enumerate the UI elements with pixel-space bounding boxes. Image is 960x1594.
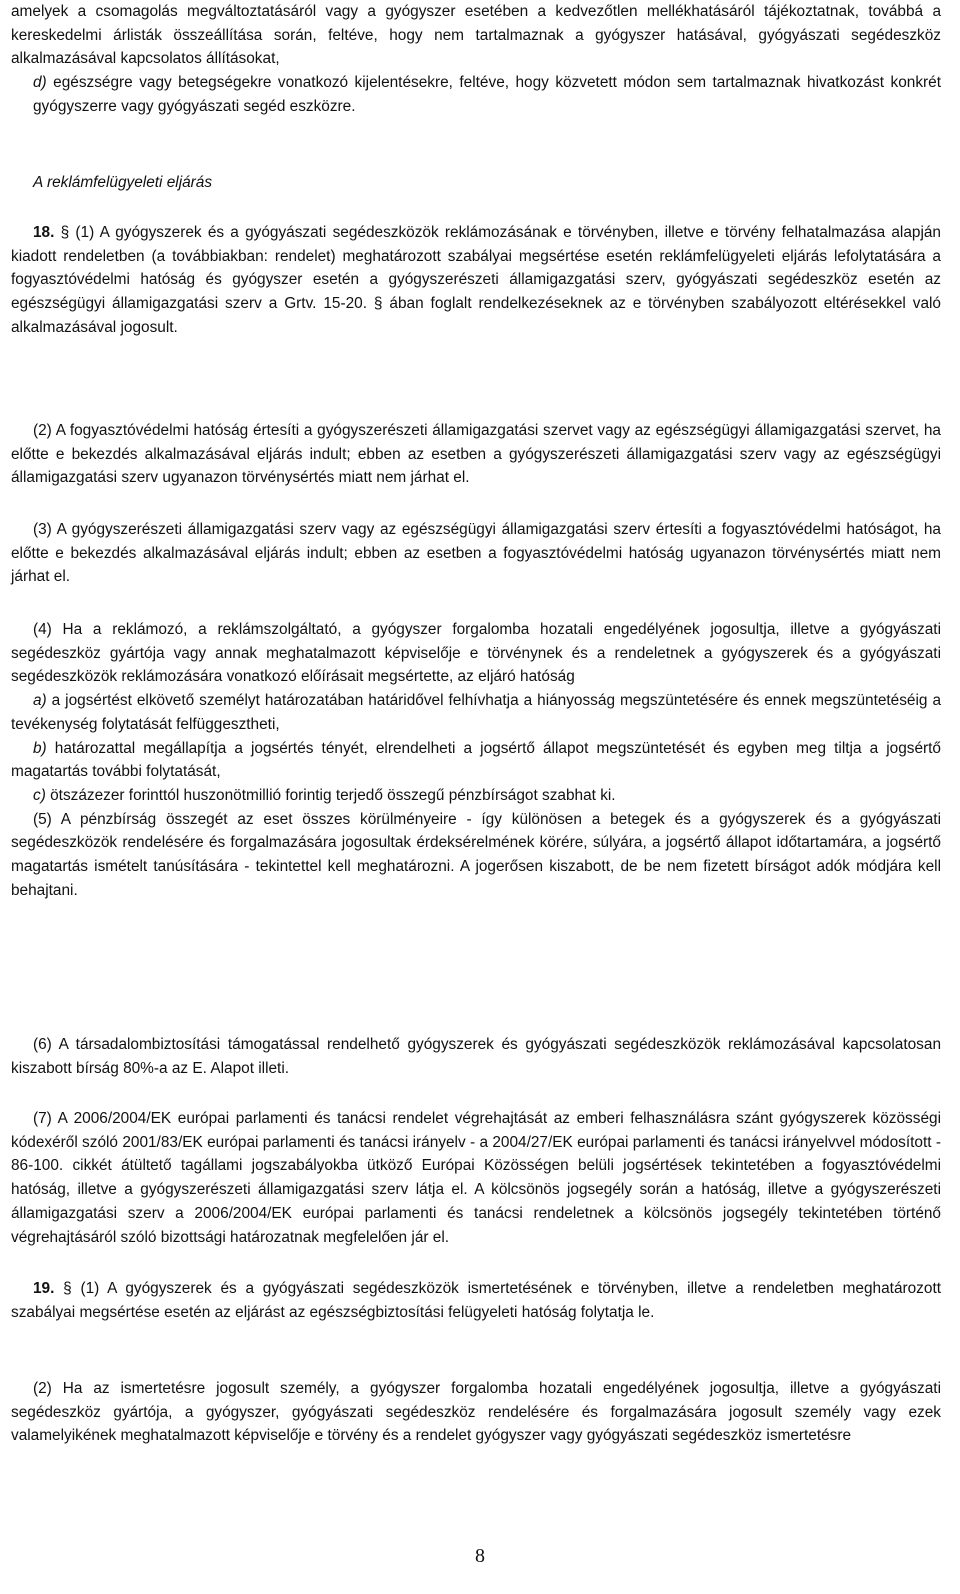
item-b-label: b): [33, 739, 47, 757]
section-18-p6: [11, 1033, 941, 1080]
paragraph-sign: §: [373, 295, 383, 313]
intro-block: [11, 0, 941, 119]
s18-item-b: b) határozattal megállapítja a jogsértés tényét, elrendelheti a jogsértő állapot megszüntetését és egyben meg tiltja a jogsértő magatartás további folytatását,: [11, 739, 941, 781]
s18-paragraph-6: (6) A társadalombiztosítási támogatással rendelhető gyógyszerek és gyógyászati segédeszközök reklámozásával kapcsolatosan kiszabott bírság 80%-a az E. Alapot illeti.: [11, 1036, 941, 1077]
section-18-p3: [11, 518, 941, 589]
paragraph-sign: §: [60, 224, 70, 241]
s18-paragraph-7: (7) A 2006/2004/EK európai parlamenti és tanácsi rendelet végrehajtását az emberi felhasználásra szánt gyógyszerek közösségi kódexéről szóló 2001/83/EK európai parlamenti és tanácsi irányelv - a 2004/27/EK európai parlamenti és tanácsi irányelvvel módosított - 86-100. cikkét átültető tagállami jogszabályokba ütköző Európai Közösségen belüli jogsértések tekintetében a fogyasztóvédelmi hatóság, illetve a gyógyszerészeti államigazgatási szerv látja el. A kölcsönös jogsegély során a hatóság, illetve a gyógyszerészeti államigazgatási szerv a 2006/2004/EK európai parlamenti és tanácsi rendeletnek a kölcsönös jogsegély tekintetében történő végrehajtásáról szóló bizottsági határozatnak megfelelően jár el.: [11, 1110, 941, 1246]
item-d-label: d): [33, 74, 47, 92]
s18-number: 18.: [33, 224, 55, 241]
s18-paragraph-4: (4) Ha a reklámozó, a reklámszolgáltató, a gyógyszer forgalomba hozatali engedélyének jogosultja, illetve a gyógyászati segédeszköz gyártója vagy annak meghatalmazott képviselője e törvénynek és a rendeletnek a gyógyszerek és a gyógyászati segédeszközök reklámozására vonatkozó előírásait megsértette, az eljáró hatóság: [11, 621, 941, 686]
s18-paragraph-2: (2) A fogyasztóvédelmi hatóság értesíti a gyógyszerészeti államigazgatási szervet vagy az egészségügyi államigazgatási szervet, ha előtte e bekezdés alkalmazásával eljárás indult; ebben az esetben a gyógyszerészeti államigazgatási szerv vagy az egészségügyi államigazgatási szerv ugyanazon törvénysértés miatt nem járhat el.: [11, 422, 941, 487]
s18-paragraph-5: (5) A pénzbírság összegét az eset összes körülményeire - így különösen a betegek és a gyógyszerek és a gyógyászati segédeszközök rendelésére és forgalmazására jogosultak érdeksérelmének körére, súlyára, a jogsértő állapot időtartamára, a jogsértő magatartás ismételt tanúsítására - tekintettel kell meghatározni. A jogerősen kiszabott, de be nem fizetett bírságot adók módjára kell behajtani.: [11, 810, 941, 899]
s19-paragraph-1: 19. § (1) A gyógyszerek és a gyógyászati segédeszközök ismertetésének e törvényben, illetve a rendeletben meghatározott szabályai megsértése esetén az eljárást az egészségbiztosítási felügyeleti hatóság folytatja le.: [11, 1280, 941, 1321]
item-c-label: c): [33, 786, 46, 804]
intro-paragraph: amelyek a csomagolás megváltoztatásáról vagy a gyógyszer esetében a kedvezőtlen mellékhatásáról tájékoztatnak, továbbá a kereskedelmi árlisták összeállítása során, feltéve, hogy nem tartalmaznak a gyógyszer hatásával, gyógyászati segédeszköz alkalmazásával kapcsolatos állításokat,: [11, 3, 941, 68]
section-heading: A reklámfelügyeleti eljárás: [33, 174, 213, 191]
section-heading-block: [11, 171, 941, 195]
page-number: 8: [475, 1545, 485, 1567]
section-18-p1: [11, 221, 941, 340]
s18-item-a: a) a jogsértést elkövető személyt határozatában határidővel felhívhatja a hiányosság megszüntetésére és ennek megszüntetéséig a tevékenység folytatását felfüggesztheti,: [11, 692, 941, 733]
item-a-label: a): [33, 692, 47, 710]
s18-paragraph-1: 18. § (1) A gyógyszerek és a gyógyászati segédeszközök reklámozásának e törvényben, illetve e törvény felhatalmazása alapján kiadott rendeletben (a továbbiakban: rendelet) meghatározott szabályai megsértése esetén reklámfelügyeleti eljárás lefolytatására a fogyasztóvédelmi hatóság és gyógyszer esetén a gyógyszerészeti államigazgatási szerv, gyógyászati segédeszköz esetén az egészségügyi államigazgatási szerv a Grtv. 15-20. § ában foglalt rendelkezéseknek az e törvényben szabályozott eltérésekkel való alkalmazásával jogosult.: [11, 224, 941, 336]
paragraph-sign: §: [63, 1280, 72, 1297]
s19-number: 19.: [33, 1280, 55, 1297]
s18-item-c: c) ötszázezer forinttól huszonötmillió forintig terjedő összegű pénzbírságot szabhat ki.: [33, 786, 616, 804]
s18-paragraph-3: (3) A gyógyszerészeti államigazgatási szerv vagy az egészségügyi államigazgatási szerv értesíti a fogyasztóvédelmi hatóságot, ha előtte e bekezdés alkalmazásával eljárás indult; ebben az esetben a fogyasztóvédelmi hatóság ugyanazon törvénysértés miatt nem járhat el.: [11, 521, 941, 586]
section-18-p2: [11, 419, 941, 490]
section-18-p4: [11, 618, 941, 902]
item-d-paragraph: d) egészségre vagy betegségekre vonatkozó kijelentésekre, feltéve, hogy közvetett módon sem tartalmaznak hivatkozást konkrét gyógyszerre vagy gyógyászati segéd eszközre.: [33, 74, 941, 115]
section-19-p2: [11, 1377, 941, 1448]
section-18-p7: [11, 1107, 941, 1249]
section-19-p1: [11, 1277, 941, 1324]
s19-paragraph-2: (2) Ha az ismertetésre jogosult személy, a gyógyszer forgalomba hozatali engedélyének jogosultja, illetve a gyógyászati segédeszköz gyártója, a gyógyszer, gyógyászati segédeszköz rendelésére és forgalmazására jogosult személy vagy ezek valamelyikének meghatalmazott képviselője e törvény és a rendelet gyógyszer vagy gyógyászati segédeszköz ismertetésre: [11, 1380, 941, 1445]
